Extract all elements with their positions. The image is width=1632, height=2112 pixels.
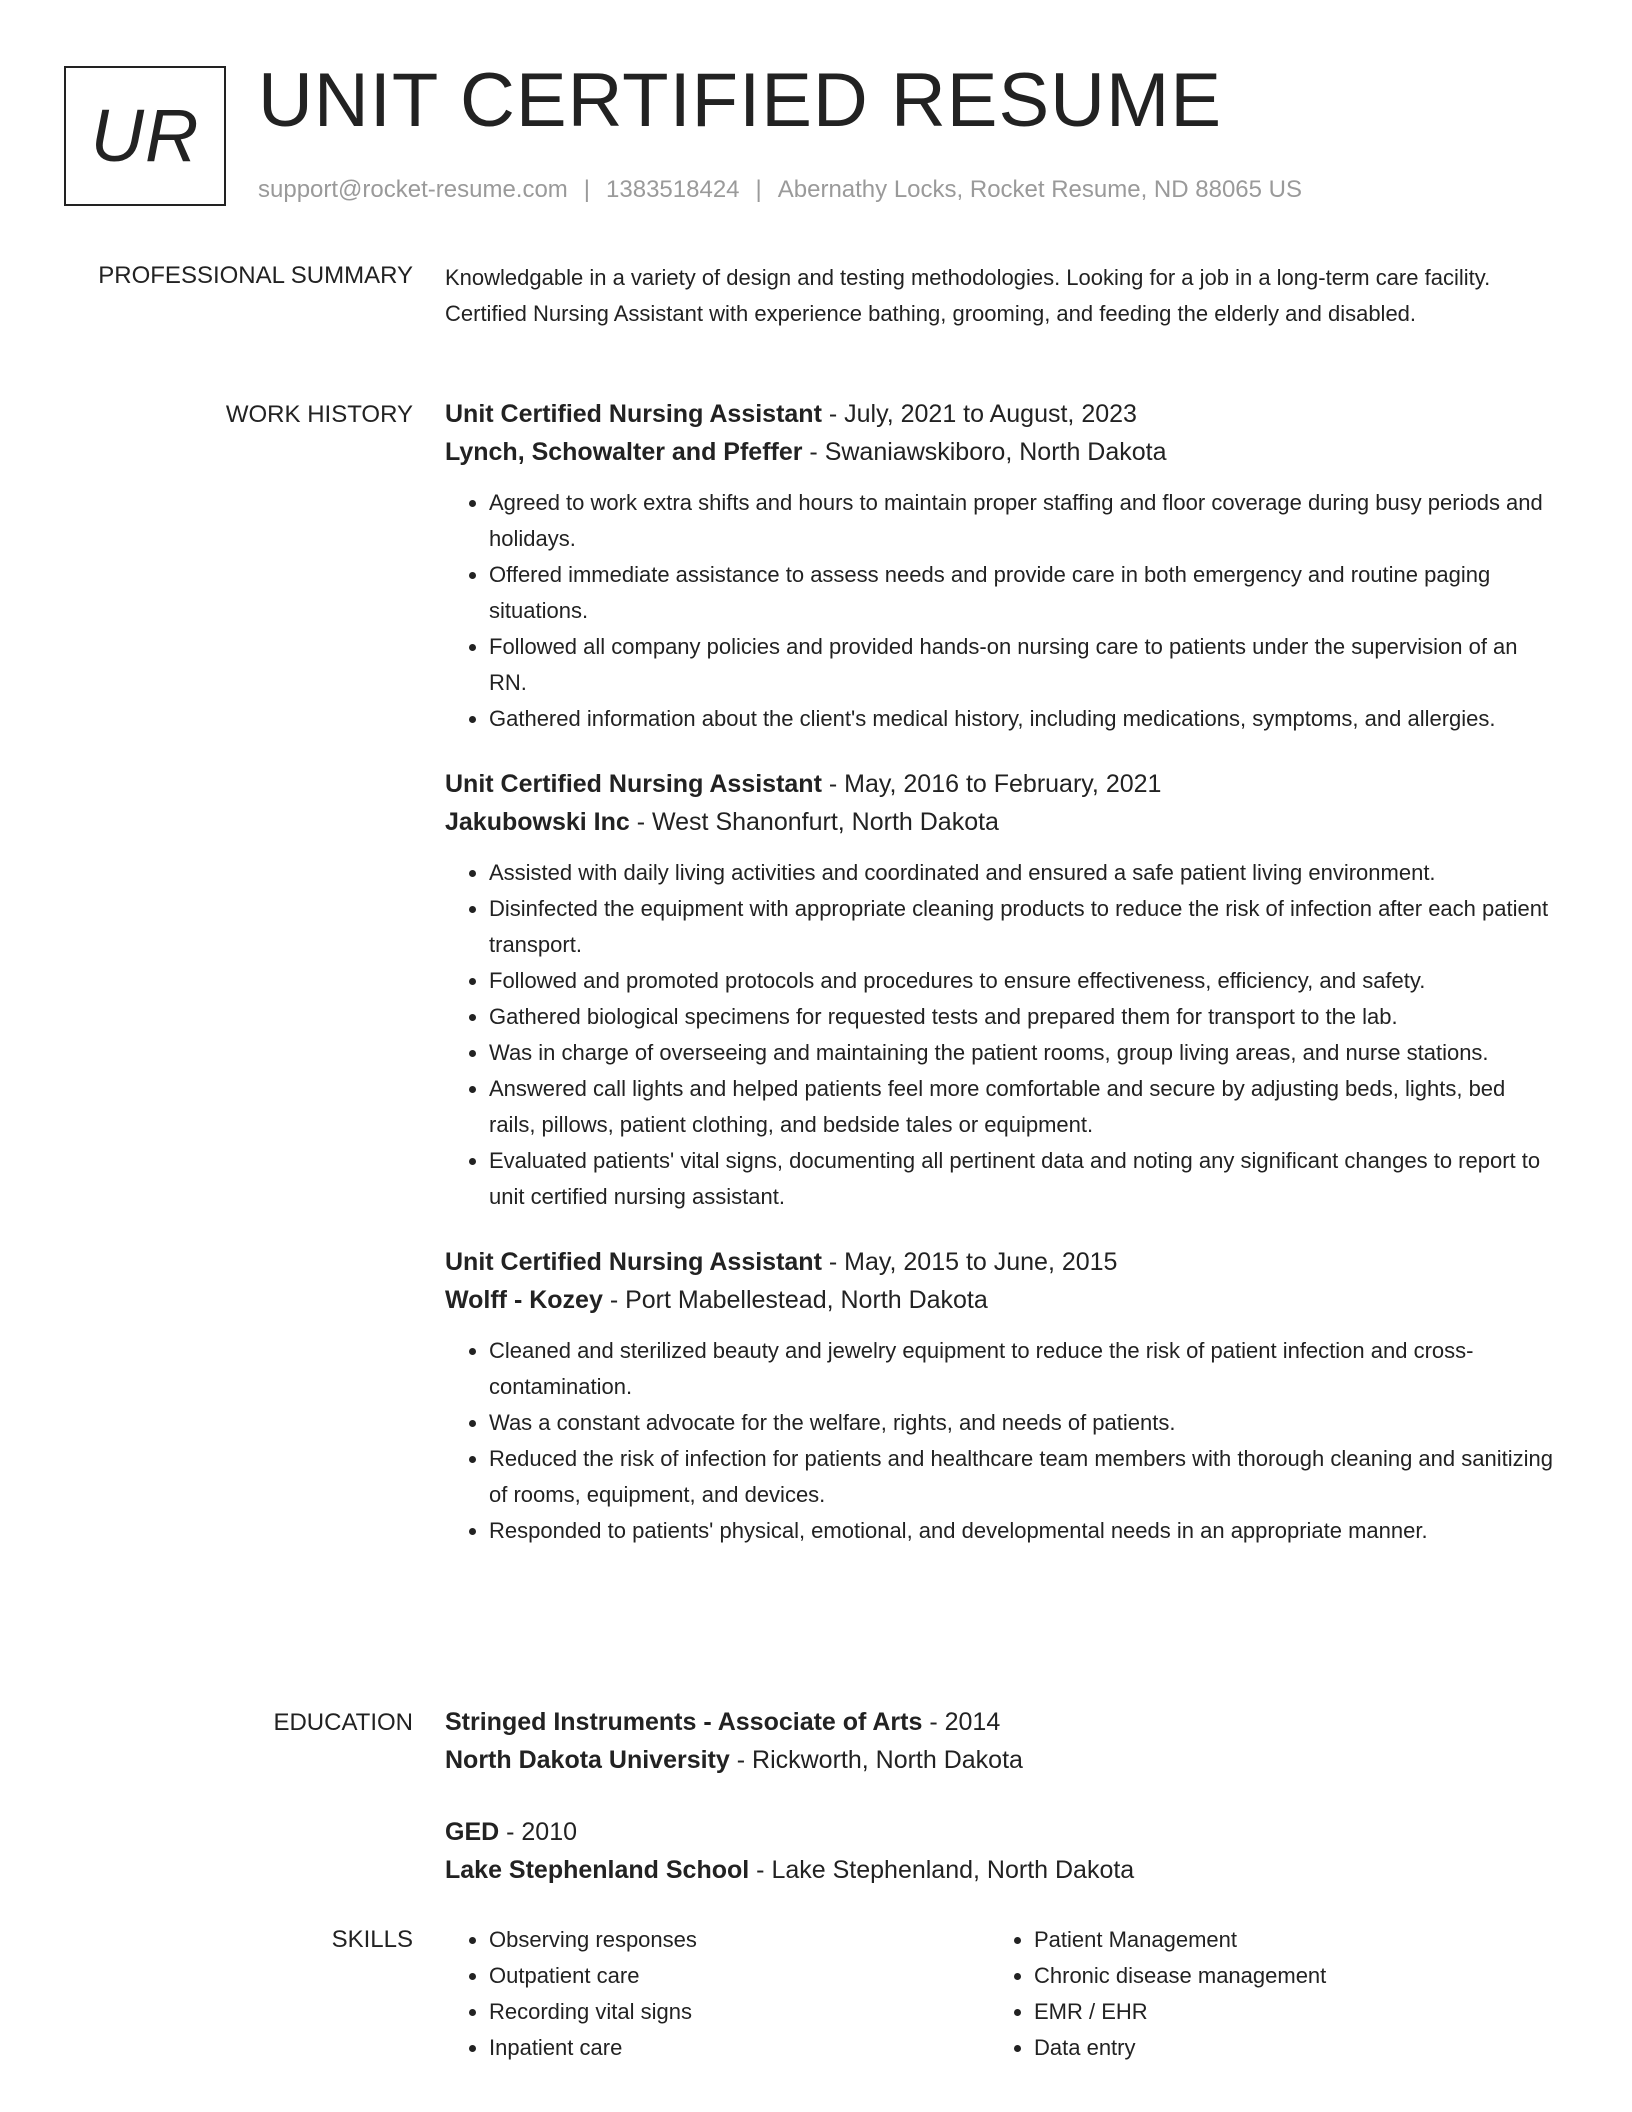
job-company: Wolff - Kozey	[445, 1286, 603, 1314]
skill-item: • Recording vital signs	[489, 1994, 990, 2030]
contact-separator: |	[583, 176, 591, 203]
contact-separator: |	[755, 176, 762, 203]
education-degree: Stringed Instruments - Associate of Arts	[445, 1708, 923, 1736]
section-label-summary: PROFESSIONAL SUMMARY	[98, 262, 413, 289]
job-entry	[445, 765, 1555, 1215]
section-label-skills: SKILLS	[331, 1926, 413, 1953]
job-bullet: • Was a constant advocate for the welfare, rights, and needs of patients.	[489, 1405, 1555, 1441]
skill-item: • Observing responses	[489, 1922, 990, 1958]
education-location: - Rickworth, North Dakota	[729, 1746, 1023, 1774]
education-year: - 2010	[499, 1818, 578, 1846]
job-bullet: • Was in charge of overseeing and maintaining the patient rooms, group living areas, and nurse stations.	[489, 1035, 1555, 1071]
education-degree-line	[445, 1813, 1555, 1851]
education-school-line	[445, 1741, 1555, 1779]
education-entry	[445, 1703, 1555, 1779]
contact-address: Abernathy Locks, Rocket Resume, ND 88065 US	[777, 176, 1302, 203]
job-company: Jakubowski Inc	[445, 808, 630, 836]
education-body	[445, 1703, 1555, 1923]
job-company-line	[445, 1281, 1555, 1319]
job-bullet: • Assisted with daily living activities and coordinated and ensured a safe patient living environment.	[489, 855, 1555, 891]
job-bullet: • Gathered biological specimens for requested tests and prepared them for transport to the lab.	[489, 999, 1555, 1035]
job-bullet: • Offered immediate assistance to assess needs and provide care in both emergency and routine paging situations.	[489, 557, 1555, 629]
work-body	[445, 395, 1555, 1577]
monogram-initials: UR	[90, 94, 200, 177]
education-location: - Lake Stephenland, North Dakota	[749, 1856, 1135, 1884]
skill-item: • Patient Management	[1034, 1922, 1535, 1958]
education-school: Lake Stephenland School	[445, 1856, 750, 1884]
section-label-education: EDUCATION	[273, 1709, 413, 1736]
job-entry	[445, 1243, 1555, 1549]
job-company: Lynch, Schowalter and Pfeffer	[445, 438, 803, 466]
skills-list-right	[990, 1922, 1535, 2066]
job-title: Unit Certified Nursing Assistant	[445, 770, 822, 798]
job-bullet: • Evaluated patients' vital signs, documenting all pertinent data and noting any significant changes to report to unit certified nursing assistant.	[489, 1143, 1555, 1215]
job-company-line	[445, 433, 1555, 471]
job-bullet: • Agreed to work extra shifts and hours to maintain proper staffing and floor coverage during busy periods and holidays.	[489, 485, 1555, 557]
education-school: North Dakota University	[445, 1746, 730, 1774]
summary-text: Knowledgable in a variety of design and testing methodologies. Looking for a job in a long-term care facility. Certified Nursing Assistant with experience bathing, grooming, and feeding the elderly and disabled.	[445, 265, 1491, 326]
skills-columns	[445, 1922, 1555, 2066]
job-bullet: • Followed and promoted protocols and procedures to ensure effectiveness, efficiency, and safety.	[489, 963, 1555, 999]
contact-phone: 1383518424	[606, 176, 740, 203]
job-bullet: • Gathered information about the client's medical history, including medications, symptoms, and allergies.	[489, 701, 1555, 737]
skills-list-left	[445, 1922, 990, 2066]
contact-line	[258, 174, 1302, 206]
job-bullets	[445, 485, 1555, 737]
skills-body	[445, 1922, 1555, 2066]
job-title: Unit Certified Nursing Assistant	[445, 1248, 822, 1276]
job-bullet: • Followed all company policies and provided hands-on nursing care to patients under the supervision of an RN.	[489, 629, 1555, 701]
contact-email: support@rocket-resume.com	[258, 176, 568, 203]
monogram-box	[64, 66, 226, 206]
job-bullets	[445, 855, 1555, 1215]
education-entry	[445, 1813, 1555, 1889]
resume-name: UNIT CERTIFIED RESUME	[258, 58, 1223, 143]
section-label-work: WORK HISTORY	[225, 401, 413, 428]
summary-body	[445, 260, 1555, 332]
skill-item: • Chronic disease management	[1034, 1958, 1535, 1994]
job-location: - Port Mabellestead, North Dakota	[602, 1286, 988, 1314]
job-dates: - May, 2015 to June, 2015	[821, 1248, 1118, 1276]
job-title-line	[445, 395, 1555, 433]
job-entry	[445, 395, 1555, 737]
skill-item: • EMR / EHR	[1034, 1994, 1535, 2030]
education-year: - 2014	[922, 1708, 1001, 1736]
job-bullets	[445, 1333, 1555, 1549]
education-school-line	[445, 1851, 1555, 1889]
job-dates: - July, 2021 to August, 2023	[821, 400, 1137, 428]
job-dates: - May, 2016 to February, 2021	[821, 770, 1162, 798]
job-bullet: • Reduced the risk of infection for patients and healthcare team members with thorough cleaning and sanitizing of rooms, equipment, and devices.	[489, 1441, 1555, 1513]
job-location: - West Shanonfurt, North Dakota	[629, 808, 999, 836]
job-company-line	[445, 803, 1555, 841]
job-title: Unit Certified Nursing Assistant	[445, 400, 822, 428]
job-title-line	[445, 1243, 1555, 1281]
job-bullet: • Answered call lights and helped patients feel more comfortable and secure by adjusting beds, lights, bed rails, pillows, patient clothing, and bedside tales or equipment.	[489, 1071, 1555, 1143]
job-bullet: • Cleaned and sterilized beauty and jewelry equipment to reduce the risk of patient infection and cross-contamination.	[489, 1333, 1555, 1405]
education-degree: GED	[445, 1818, 500, 1846]
skill-item: • Outpatient care	[489, 1958, 990, 1994]
skill-item: • Inpatient care	[489, 2030, 990, 2066]
job-title-line	[445, 765, 1555, 803]
job-location: - Swaniawskiboro, North Dakota	[802, 438, 1167, 466]
education-degree-line	[445, 1703, 1555, 1741]
job-bullet: • Responded to patients' physical, emotional, and developmental needs in an appropriate manner.	[489, 1513, 1555, 1549]
skill-item: • Data entry	[1034, 2030, 1535, 2066]
job-bullet: • Disinfected the equipment with appropriate cleaning products to reduce the risk of infection after each patient transport.	[489, 891, 1555, 963]
